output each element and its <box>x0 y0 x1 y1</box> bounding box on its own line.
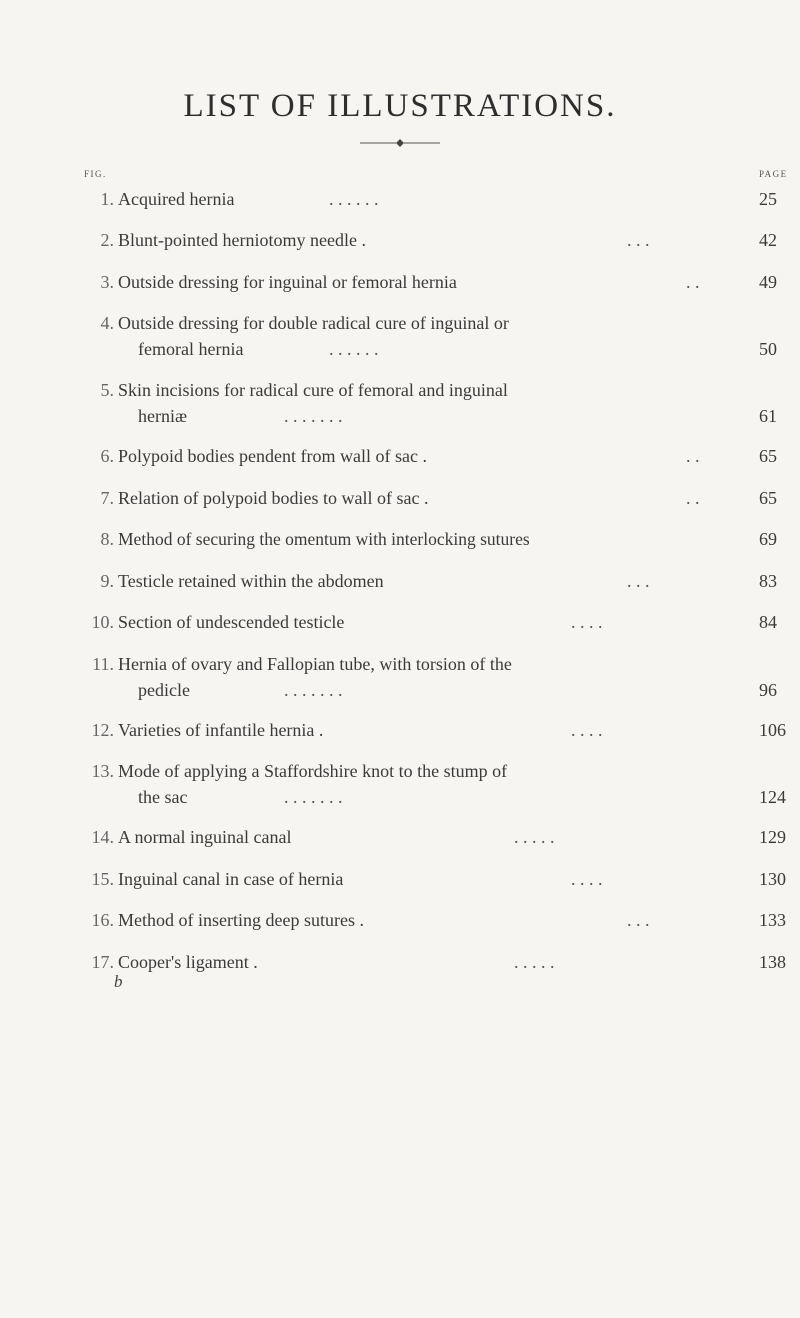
figure-caption-continued: femoral hernia <box>138 339 244 359</box>
list-item <box>84 824 784 850</box>
list-item <box>84 609 784 635</box>
leader-dots: . . . . . . <box>329 189 379 209</box>
page-number: 49 <box>759 272 777 292</box>
figure-number: 14. <box>91 827 114 847</box>
leader-dots: . . <box>686 446 700 466</box>
page-number: 83 <box>759 571 777 591</box>
figure-number: 11. <box>92 654 114 674</box>
list-item <box>84 186 784 212</box>
figure-caption: Testicle retained within the abdomen <box>118 571 384 591</box>
list-item <box>84 717 784 743</box>
figure-number: 10. <box>91 612 114 632</box>
list-item <box>84 651 784 703</box>
page-number: 50 <box>759 339 777 359</box>
page-number: 138 <box>759 952 786 972</box>
page-number: 106 <box>759 720 786 740</box>
figure-caption: Relation of polypoid bodies to wall of sac . <box>118 488 429 508</box>
figure-caption: Acquired hernia <box>118 189 235 209</box>
page-number: 69 <box>759 529 777 549</box>
figure-caption: Inguinal canal in case of hernia <box>118 869 344 889</box>
leader-dots: . . . . . . . <box>284 406 343 426</box>
ornament-rule <box>350 137 450 149</box>
figure-caption: Skin incisions for radical cure of femoral and inguinal <box>118 380 508 400</box>
signature-mark: b <box>114 972 123 991</box>
list-item <box>84 269 784 295</box>
figure-number: 4. <box>100 313 114 333</box>
leader-dots: . . . <box>627 571 650 591</box>
figure-caption: Outside dressing for inguinal or femoral hernia <box>118 272 457 292</box>
leader-dots: . . . <box>627 910 650 930</box>
figure-number: 13. <box>91 761 114 781</box>
list-item <box>84 526 784 552</box>
figure-number: 7. <box>100 488 114 508</box>
figure-number: 5. <box>100 380 114 400</box>
figure-number: 17. <box>91 952 114 972</box>
leader-dots: . . . . <box>571 612 603 632</box>
figure-number: 15. <box>91 869 114 889</box>
figure-caption: Outside dressing for double radical cure of inguinal or <box>118 313 509 333</box>
leader-dots: . . . . . <box>514 952 555 972</box>
figure-caption-continued: pedicle <box>138 680 190 700</box>
list-item <box>84 907 784 933</box>
list-item <box>84 758 784 810</box>
figure-number: 12. <box>91 720 114 740</box>
page-number: 130 <box>759 869 786 889</box>
page-title: LIST OF ILLUSTRATIONS. <box>183 88 617 124</box>
figure-caption: Polypoid bodies pendent from wall of sac . <box>118 446 427 466</box>
page-number: 42 <box>759 230 777 250</box>
list-item <box>84 310 784 362</box>
figure-caption: Method of inserting deep sutures . <box>118 910 364 930</box>
list-item <box>84 377 784 429</box>
figure-caption: Section of undescended testicle <box>118 612 345 632</box>
list-item <box>84 866 784 892</box>
figure-number: 2. <box>100 230 114 250</box>
figure-caption: Blunt-pointed herniotomy needle . <box>118 230 366 250</box>
figure-number: 6. <box>100 446 114 466</box>
page-number: 61 <box>759 406 777 426</box>
leader-dots: . . . . . . . <box>284 680 343 700</box>
page-number: 65 <box>759 488 777 508</box>
page-number: 96 <box>759 680 777 700</box>
leader-dots: . . . . . . <box>329 339 379 359</box>
figure-caption: A normal inguinal canal <box>118 827 292 847</box>
figure-caption: Mode of applying a Staffordshire knot to the stump of <box>118 761 508 781</box>
leader-dots: . . . . . . . <box>284 787 343 807</box>
figure-caption: Method of securing the omentum with interlocking sutures <box>118 529 530 549</box>
figure-caption-continued: herniæ <box>138 406 187 426</box>
page-number: 25 <box>759 189 777 209</box>
page-number: 124 <box>759 787 786 807</box>
page-column-header: PAGE <box>759 169 788 179</box>
figure-caption: Hernia of ovary and Fallopian tube, with torsion of the <box>118 654 512 674</box>
figure-number: 16. <box>91 910 114 930</box>
figure-caption: Varieties of infantile hernia . <box>118 720 324 740</box>
figure-caption: Cooper's ligament . <box>118 952 258 972</box>
page-number: 65 <box>759 446 777 466</box>
leader-dots: . . <box>686 272 700 292</box>
figure-number: 1. <box>100 189 114 209</box>
leader-dots: . . . . <box>571 869 603 889</box>
list-item <box>84 227 784 253</box>
list-item <box>84 949 784 975</box>
list-item <box>84 443 784 469</box>
figure-caption-continued: the sac <box>138 787 188 807</box>
figure-number: 3. <box>100 272 114 292</box>
page-number: 84 <box>759 612 777 632</box>
figure-number: 9. <box>100 571 114 591</box>
leader-dots: . . . . <box>571 720 603 740</box>
figure-number: 8. <box>100 529 114 549</box>
list-item <box>84 568 784 594</box>
leader-dots: . . . <box>627 230 650 250</box>
leader-dots: . . . . . <box>514 827 555 847</box>
list-item <box>84 485 784 511</box>
page-number: 129 <box>759 827 786 847</box>
fig-column-header: FIG. <box>84 169 107 179</box>
leader-dots: . . <box>686 488 700 508</box>
page-number: 133 <box>759 910 786 930</box>
